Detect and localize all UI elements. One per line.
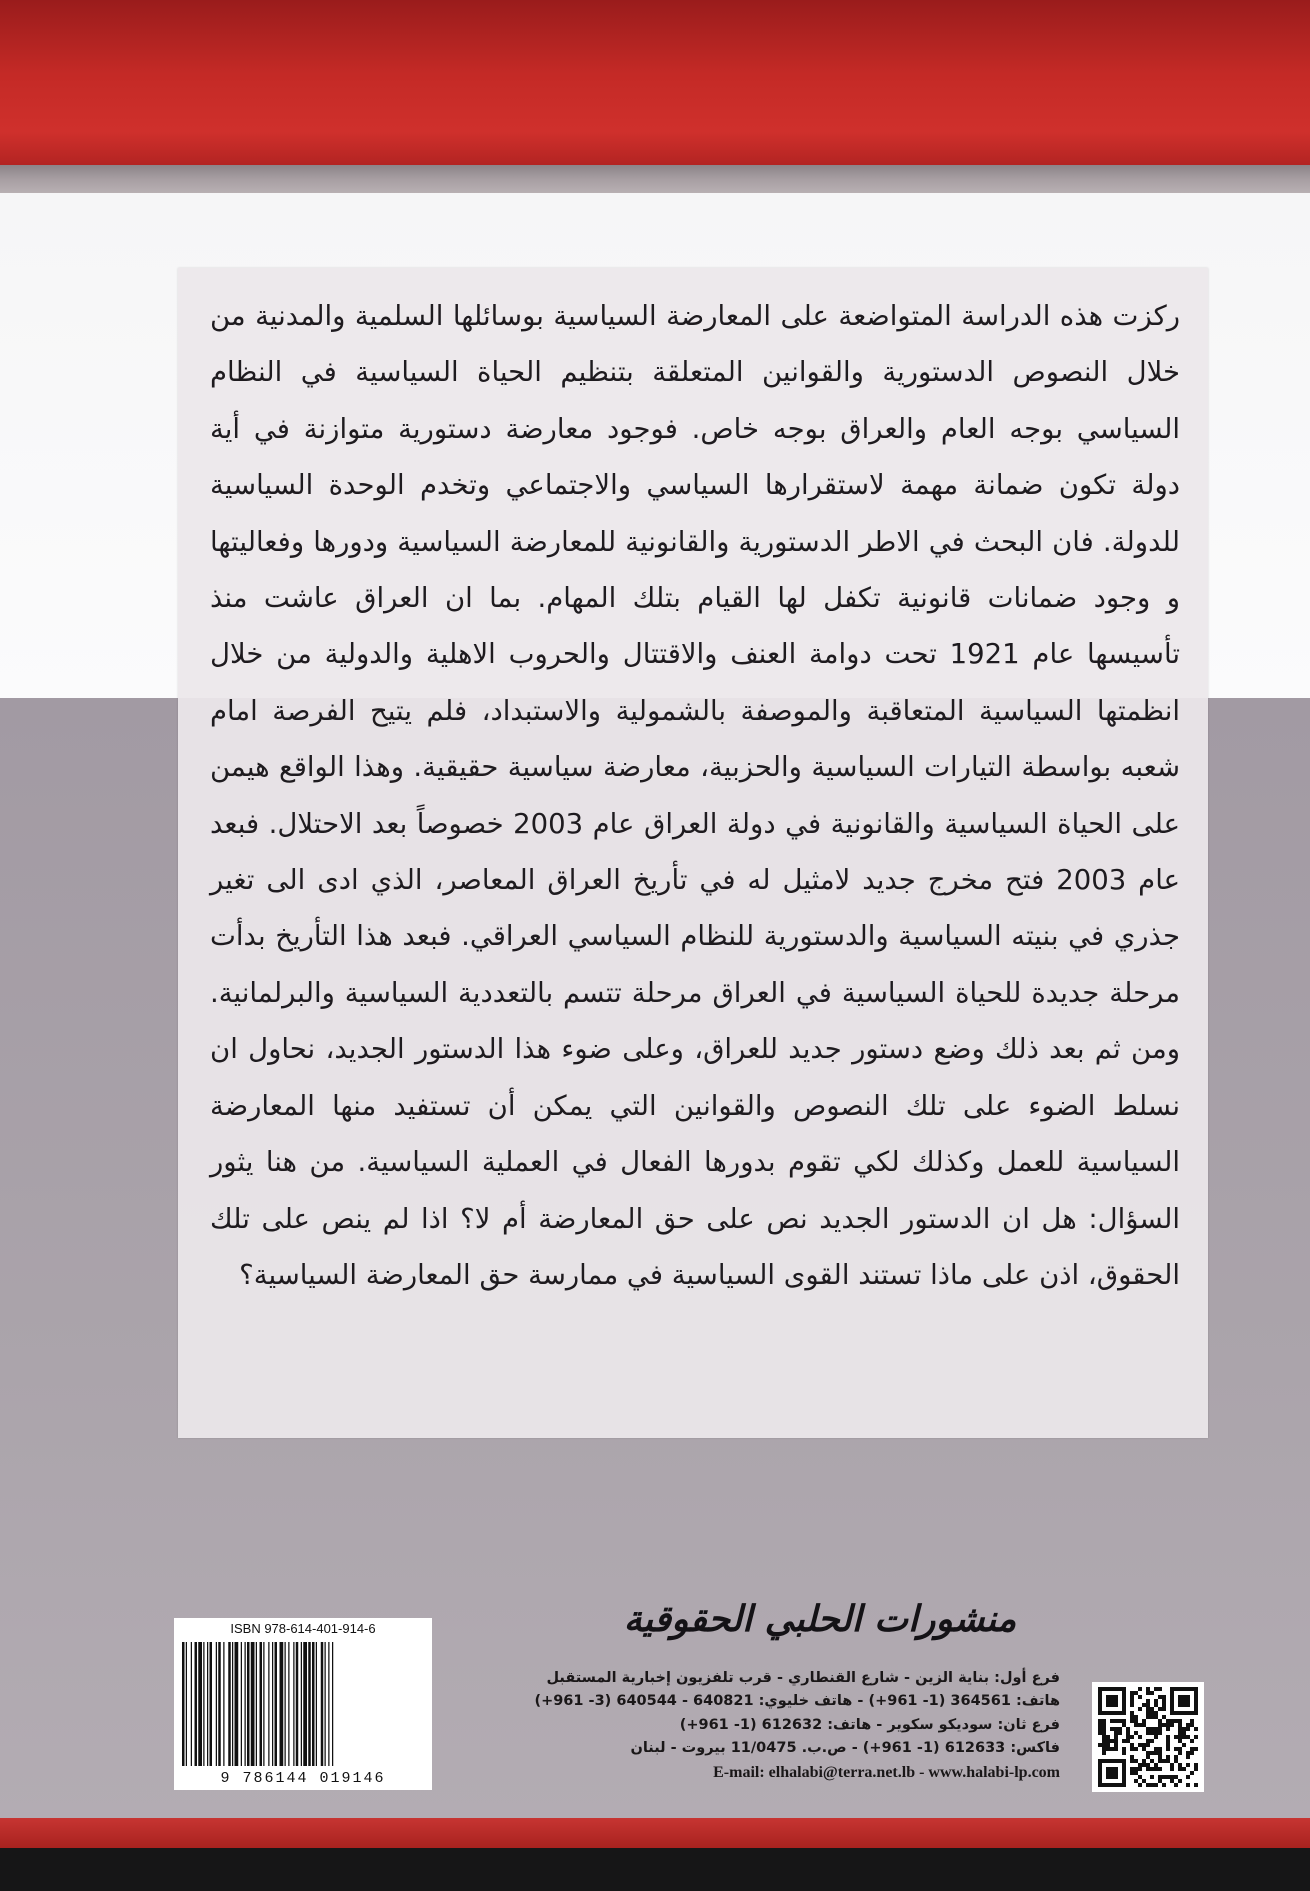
address-line: فرع ثان: سوديكو سكوير - هاتف: 612632 (1- 961+) [679, 1716, 1060, 1733]
address-line: فرع أول: بناية الزين - شارع القنطاري - قرب تلفزيون إخبارية المستقبل [546, 1670, 1060, 1686]
top-grey-stripe [0, 165, 1310, 193]
isbn-barcode [174, 1618, 432, 1790]
address-line: فاكس: 612633 (1- 961+) - ص.ب. 11/0475 بيروت - لبنان [630, 1740, 1060, 1757]
qr-code [1092, 1682, 1204, 1792]
isbn-label: ISBN 978-614-401-914-6 [230, 1621, 376, 1636]
publisher-logo: منشورات الحلبي الحقوقية [623, 1598, 1017, 1640]
email-website-line: E-mail: elhalabi@terra.net.lb - www.halabi-lp.com [713, 1763, 1060, 1781]
barcode-icon [182, 1642, 424, 1766]
bottom-black-band [0, 1848, 1310, 1891]
top-red-band [0, 0, 1310, 165]
ean-digits: 9 786144 019146 [220, 1770, 386, 1787]
qr-code-icon [1098, 1687, 1198, 1787]
publisher-address [440, 1667, 1060, 1784]
bottom-red-band [0, 1818, 1310, 1848]
address-line: هاتف: 364561 (1- 961+) - هاتف خليوي: 640821 - 640544 (3- 961+) [534, 1693, 1060, 1710]
blurb-text: ركزت هذه الدراسة المتواضعة على المعارضة السياسية بوسائلها السلمية والمدنية من خلال النصوص الدستورية والقوانين المتعلقة بتنظيم الحياة السياسية في النظام السياسي بوجه العام والعراق بوجه خاص. فوجود معارضة دستورية متوازنة في أية دولة تكون ضمانة مهمة لاستقرارها السياسي والاجتماعي وتخدم الوحدة السياسية للدولة. فان البحث في الاطر الدستورية والقانونية للمعارضة السياسية ودورها وفعاليتها و وجود ضمانات قانونية تكفل لها القيام بتلك المهام. بما ان العراق عاشت منذ تأسيسها عام 1921 تحت دوامة العنف والاقتتال والحروب الاهلية والدولية من خلال انظمتها السياسية المتعاقبة والموصفة بالشمولية والاستبداد، فلم يتيح الفرصة امام شعبه بواسطة التيارات السياسية والحزبية، معارضة سياسية حقيقية. وهذا الواقع هيمن على الحياة السياسية والقانونية في دولة العراق عام 2003 خصوصاً بعد الاحتلال. فبعد عام 2003 فتح مخرج جديد لامثيل له في تأريخ العراق المعاصر، الذي ادى الى تغير جذري في بنيته السياسية والدستورية للنظام السياسي العراقي. فبعد هذا التأريخ بدأت مرحلة جديدة للحياة السياسية في العراق مرحلة تتسم بالتعددية السياسية والبرلمانية. ومن ثم بعد ذلك وضع دستور جديد للعراق، وعلى ضوء هذا الدستور الجديد، نحاول ان نسلط الضوء على تلك النصوص والقوانين التي يمكن أن تستفيد منها المعارضة السياسية للعمل وكذلك لكي تقوم بدورها الفعال في العملية السياسية. من هنا يثور السؤال: هل ان الدستور الجديد نص على حق المعارضة أم لا؟ اذا لم ينص على تلك الحقوق، اذن على ماذا تستند القوى السياسية في ممارسة حق المعارضة السياسية؟ [210, 300, 1180, 1291]
